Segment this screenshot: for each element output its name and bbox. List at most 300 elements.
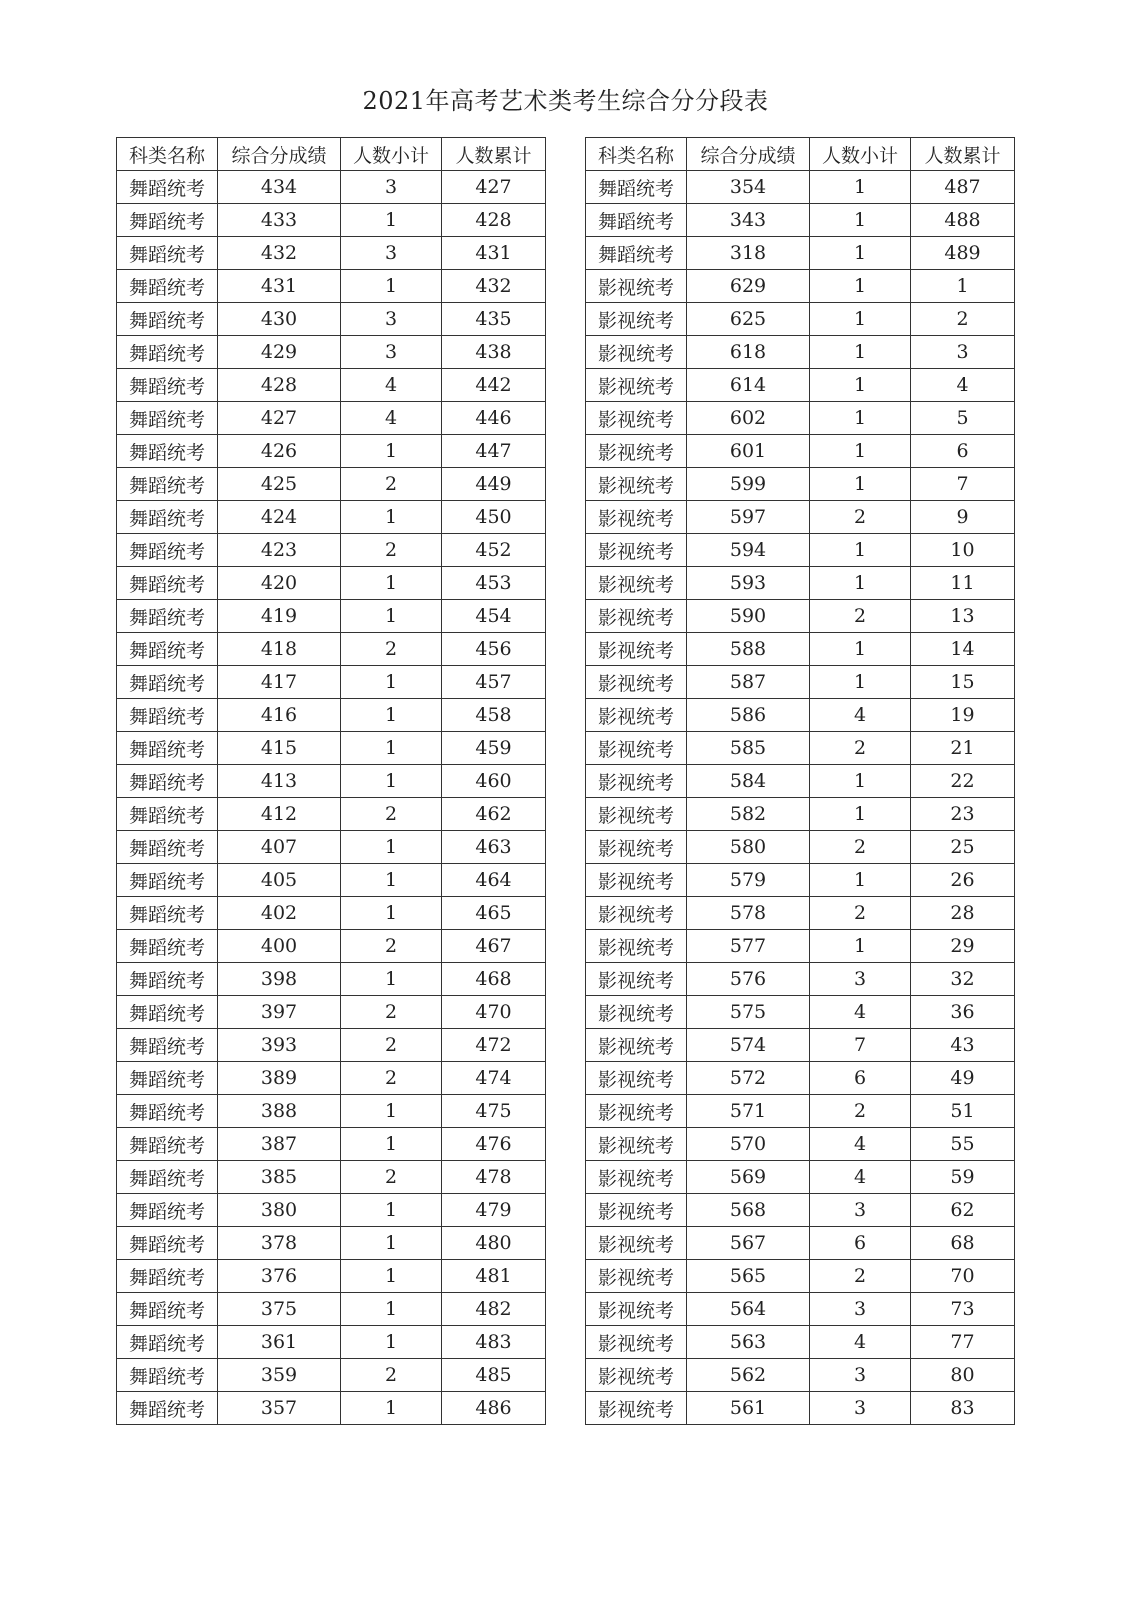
cell-count: 2 xyxy=(341,930,442,963)
cell-count: 1 xyxy=(810,303,911,336)
table-row xyxy=(586,204,1015,237)
cell-count: 2 xyxy=(810,897,911,930)
table-row xyxy=(117,567,546,600)
cell-count: 1 xyxy=(341,699,442,732)
table-row xyxy=(117,369,546,402)
cell-count: 1 xyxy=(341,765,442,798)
table-row xyxy=(117,171,546,204)
cell-count: 1 xyxy=(341,666,442,699)
cell-cumulative: 80 xyxy=(911,1359,1015,1392)
cell-category: 影视统考 xyxy=(586,1062,687,1095)
cell-category: 影视统考 xyxy=(586,963,687,996)
table-row xyxy=(586,798,1015,831)
cell-score: 569 xyxy=(687,1161,810,1194)
cell-count: 3 xyxy=(341,171,442,204)
cell-category: 舞蹈统考 xyxy=(117,1095,218,1128)
header-count: 人数小计 xyxy=(810,138,911,171)
cell-category: 舞蹈统考 xyxy=(117,732,218,765)
cell-cumulative: 446 xyxy=(442,402,546,435)
cell-category: 影视统考 xyxy=(586,1194,687,1227)
cell-cumulative: 454 xyxy=(442,600,546,633)
cell-score: 357 xyxy=(218,1392,341,1425)
cell-count: 1 xyxy=(341,1227,442,1260)
cell-cumulative: 2 xyxy=(911,303,1015,336)
cell-count: 4 xyxy=(341,402,442,435)
table-row xyxy=(586,699,1015,732)
cell-count: 6 xyxy=(810,1062,911,1095)
cell-category: 舞蹈统考 xyxy=(586,204,687,237)
cell-category: 舞蹈统考 xyxy=(117,765,218,798)
cell-cumulative: 25 xyxy=(911,831,1015,864)
table-row xyxy=(117,270,546,303)
table-row xyxy=(117,468,546,501)
cell-category: 影视统考 xyxy=(586,1161,687,1194)
cell-count: 1 xyxy=(341,1392,442,1425)
cell-score: 418 xyxy=(218,633,341,666)
cell-count: 1 xyxy=(341,1326,442,1359)
table-row xyxy=(117,1029,546,1062)
cell-score: 599 xyxy=(687,468,810,501)
cell-category: 影视统考 xyxy=(586,1227,687,1260)
cell-count: 2 xyxy=(810,501,911,534)
cell-cumulative: 427 xyxy=(442,171,546,204)
cell-cumulative: 450 xyxy=(442,501,546,534)
cell-category: 舞蹈统考 xyxy=(117,1227,218,1260)
table-row xyxy=(586,732,1015,765)
cell-cumulative: 10 xyxy=(911,534,1015,567)
cell-cumulative: 77 xyxy=(911,1326,1015,1359)
cell-count: 4 xyxy=(810,1161,911,1194)
header-cumulative: 人数累计 xyxy=(911,138,1015,171)
cell-category: 影视统考 xyxy=(586,303,687,336)
table-row xyxy=(117,1227,546,1260)
cell-count: 2 xyxy=(341,1161,442,1194)
table-row xyxy=(586,1359,1015,1392)
cell-score: 584 xyxy=(687,765,810,798)
cell-count: 2 xyxy=(810,732,911,765)
cell-category: 影视统考 xyxy=(586,666,687,699)
cell-cumulative: 1 xyxy=(911,270,1015,303)
cell-category: 影视统考 xyxy=(586,864,687,897)
cell-count: 3 xyxy=(810,1194,911,1227)
table-row xyxy=(117,501,546,534)
table-row xyxy=(586,996,1015,1029)
cell-cumulative: 13 xyxy=(911,600,1015,633)
cell-category: 影视统考 xyxy=(586,996,687,1029)
table-row xyxy=(117,963,546,996)
cell-cumulative: 479 xyxy=(442,1194,546,1227)
cell-category: 影视统考 xyxy=(586,1359,687,1392)
cell-score: 393 xyxy=(218,1029,341,1062)
cell-count: 1 xyxy=(810,567,911,600)
table-row xyxy=(586,1062,1015,1095)
table-row xyxy=(586,633,1015,666)
table-row xyxy=(117,237,546,270)
cell-cumulative: 483 xyxy=(442,1326,546,1359)
table-row xyxy=(117,1128,546,1161)
cell-count: 2 xyxy=(341,1029,442,1062)
cell-cumulative: 442 xyxy=(442,369,546,402)
table-row xyxy=(117,204,546,237)
cell-category: 舞蹈统考 xyxy=(117,897,218,930)
cell-score: 587 xyxy=(687,666,810,699)
cell-score: 428 xyxy=(218,369,341,402)
table-row xyxy=(586,1128,1015,1161)
cell-count: 3 xyxy=(810,1392,911,1425)
cell-cumulative: 15 xyxy=(911,666,1015,699)
table-row xyxy=(117,1194,546,1227)
cell-count: 2 xyxy=(810,831,911,864)
cell-cumulative: 29 xyxy=(911,930,1015,963)
cell-category: 舞蹈统考 xyxy=(117,1062,218,1095)
cell-count: 2 xyxy=(341,534,442,567)
cell-category: 舞蹈统考 xyxy=(117,204,218,237)
cell-score: 412 xyxy=(218,798,341,831)
cell-count: 2 xyxy=(341,1062,442,1095)
cell-score: 568 xyxy=(687,1194,810,1227)
cell-count: 4 xyxy=(810,996,911,1029)
cell-cumulative: 73 xyxy=(911,1293,1015,1326)
cell-category: 影视统考 xyxy=(586,798,687,831)
cell-count: 2 xyxy=(341,996,442,1029)
table-row xyxy=(586,303,1015,336)
cell-cumulative: 36 xyxy=(911,996,1015,1029)
cell-score: 424 xyxy=(218,501,341,534)
table-row xyxy=(117,996,546,1029)
cell-cumulative: 456 xyxy=(442,633,546,666)
cell-cumulative: 480 xyxy=(442,1227,546,1260)
cell-category: 影视统考 xyxy=(586,765,687,798)
cell-count: 1 xyxy=(341,1128,442,1161)
cell-count: 1 xyxy=(810,270,911,303)
cell-score: 579 xyxy=(687,864,810,897)
cell-score: 420 xyxy=(218,567,341,600)
cell-score: 385 xyxy=(218,1161,341,1194)
cell-count: 1 xyxy=(810,171,911,204)
cell-cumulative: 49 xyxy=(911,1062,1015,1095)
cell-cumulative: 487 xyxy=(911,171,1015,204)
table-row xyxy=(117,1326,546,1359)
cell-category: 舞蹈统考 xyxy=(117,1029,218,1062)
cell-cumulative: 83 xyxy=(911,1392,1015,1425)
cell-score: 585 xyxy=(687,732,810,765)
table-row xyxy=(117,1095,546,1128)
cell-category: 舞蹈统考 xyxy=(117,435,218,468)
cell-count: 4 xyxy=(810,699,911,732)
cell-score: 601 xyxy=(687,435,810,468)
cell-category: 舞蹈统考 xyxy=(117,171,218,204)
cell-category: 影视统考 xyxy=(586,369,687,402)
cell-category: 影视统考 xyxy=(586,336,687,369)
cell-count: 2 xyxy=(341,633,442,666)
table-row xyxy=(117,1260,546,1293)
cell-cumulative: 428 xyxy=(442,204,546,237)
table-row xyxy=(586,600,1015,633)
cell-cumulative: 9 xyxy=(911,501,1015,534)
table-row xyxy=(586,567,1015,600)
table-row xyxy=(586,831,1015,864)
cell-cumulative: 28 xyxy=(911,897,1015,930)
cell-score: 582 xyxy=(687,798,810,831)
cell-category: 舞蹈统考 xyxy=(117,501,218,534)
cell-category: 舞蹈统考 xyxy=(117,798,218,831)
cell-category: 影视统考 xyxy=(586,534,687,567)
cell-count: 1 xyxy=(341,435,442,468)
cell-category: 影视统考 xyxy=(586,1128,687,1161)
cell-score: 563 xyxy=(687,1326,810,1359)
cell-cumulative: 467 xyxy=(442,930,546,963)
cell-score: 343 xyxy=(687,204,810,237)
cell-cumulative: 463 xyxy=(442,831,546,864)
cell-score: 380 xyxy=(218,1194,341,1227)
table-row xyxy=(586,468,1015,501)
table-row xyxy=(586,1392,1015,1425)
cell-cumulative: 55 xyxy=(911,1128,1015,1161)
cell-cumulative: 472 xyxy=(442,1029,546,1062)
cell-category: 影视统考 xyxy=(586,468,687,501)
cell-count: 1 xyxy=(810,237,911,270)
table-row xyxy=(117,1359,546,1392)
cell-score: 415 xyxy=(218,732,341,765)
cell-score: 593 xyxy=(687,567,810,600)
cell-cumulative: 486 xyxy=(442,1392,546,1425)
cell-cumulative: 11 xyxy=(911,567,1015,600)
table-row xyxy=(117,303,546,336)
cell-cumulative: 43 xyxy=(911,1029,1015,1062)
table-row xyxy=(586,270,1015,303)
table-row xyxy=(586,1029,1015,1062)
cell-score: 417 xyxy=(218,666,341,699)
header-score: 综合分成绩 xyxy=(687,138,810,171)
cell-count: 1 xyxy=(341,567,442,600)
cell-category: 影视统考 xyxy=(586,1095,687,1128)
cell-category: 舞蹈统考 xyxy=(117,1293,218,1326)
table-row xyxy=(586,237,1015,270)
table-row xyxy=(117,831,546,864)
cell-count: 4 xyxy=(810,1326,911,1359)
cell-score: 389 xyxy=(218,1062,341,1095)
cell-category: 影视统考 xyxy=(586,1392,687,1425)
cell-score: 402 xyxy=(218,897,341,930)
cell-count: 1 xyxy=(341,897,442,930)
cell-score: 431 xyxy=(218,270,341,303)
cell-category: 舞蹈统考 xyxy=(117,963,218,996)
cell-cumulative: 465 xyxy=(442,897,546,930)
cell-score: 376 xyxy=(218,1260,341,1293)
cell-score: 427 xyxy=(218,402,341,435)
cell-score: 602 xyxy=(687,402,810,435)
table-row xyxy=(117,435,546,468)
cell-score: 400 xyxy=(218,930,341,963)
cell-score: 419 xyxy=(218,600,341,633)
cell-category: 舞蹈统考 xyxy=(117,237,218,270)
cell-score: 429 xyxy=(218,336,341,369)
score-table-left xyxy=(116,137,546,1425)
cell-score: 388 xyxy=(218,1095,341,1128)
cell-count: 7 xyxy=(810,1029,911,1062)
cell-cumulative: 457 xyxy=(442,666,546,699)
table-row xyxy=(586,1194,1015,1227)
table-row xyxy=(117,336,546,369)
table-row xyxy=(117,930,546,963)
cell-score: 594 xyxy=(687,534,810,567)
table-header-row xyxy=(586,138,1015,171)
table-row xyxy=(586,1095,1015,1128)
cell-cumulative: 481 xyxy=(442,1260,546,1293)
table-row xyxy=(586,963,1015,996)
cell-category: 舞蹈统考 xyxy=(117,567,218,600)
cell-cumulative: 21 xyxy=(911,732,1015,765)
cell-category: 舞蹈统考 xyxy=(117,1161,218,1194)
cell-category: 舞蹈统考 xyxy=(117,369,218,402)
cell-cumulative: 485 xyxy=(442,1359,546,1392)
header-cumulative: 人数累计 xyxy=(442,138,546,171)
cell-cumulative: 468 xyxy=(442,963,546,996)
cell-category: 舞蹈统考 xyxy=(117,633,218,666)
cell-count: 3 xyxy=(810,1293,911,1326)
cell-cumulative: 476 xyxy=(442,1128,546,1161)
table-row xyxy=(117,600,546,633)
cell-category: 影视统考 xyxy=(586,402,687,435)
cell-cumulative: 7 xyxy=(911,468,1015,501)
cell-count: 2 xyxy=(810,600,911,633)
cell-count: 1 xyxy=(810,930,911,963)
cell-category: 影视统考 xyxy=(586,1029,687,1062)
cell-category: 舞蹈统考 xyxy=(117,666,218,699)
cell-score: 618 xyxy=(687,336,810,369)
cell-category: 舞蹈统考 xyxy=(117,468,218,501)
cell-category: 舞蹈统考 xyxy=(117,1128,218,1161)
cell-count: 1 xyxy=(810,402,911,435)
cell-score: 397 xyxy=(218,996,341,1029)
table-row xyxy=(586,1326,1015,1359)
table-row xyxy=(117,798,546,831)
table-row xyxy=(586,897,1015,930)
cell-cumulative: 464 xyxy=(442,864,546,897)
cell-score: 575 xyxy=(687,996,810,1029)
cell-cumulative: 5 xyxy=(911,402,1015,435)
table-row xyxy=(117,732,546,765)
cell-count: 4 xyxy=(341,369,442,402)
table-row xyxy=(586,435,1015,468)
cell-score: 572 xyxy=(687,1062,810,1095)
cell-count: 1 xyxy=(810,534,911,567)
cell-category: 影视统考 xyxy=(586,270,687,303)
cell-cumulative: 70 xyxy=(911,1260,1015,1293)
cell-category: 影视统考 xyxy=(586,567,687,600)
cell-score: 430 xyxy=(218,303,341,336)
cell-count: 3 xyxy=(810,1359,911,1392)
table-row xyxy=(117,864,546,897)
cell-count: 3 xyxy=(810,963,911,996)
table-row xyxy=(117,1392,546,1425)
cell-score: 407 xyxy=(218,831,341,864)
cell-cumulative: 3 xyxy=(911,336,1015,369)
cell-score: 354 xyxy=(687,171,810,204)
cell-count: 1 xyxy=(341,1194,442,1227)
cell-category: 舞蹈统考 xyxy=(117,1194,218,1227)
cell-category: 舞蹈统考 xyxy=(117,303,218,336)
cell-count: 1 xyxy=(341,1095,442,1128)
table-row xyxy=(586,171,1015,204)
cell-count: 1 xyxy=(810,633,911,666)
cell-cumulative: 432 xyxy=(442,270,546,303)
cell-category: 影视统考 xyxy=(586,831,687,864)
page-title: 2021年高考艺术类考生综合分分段表 xyxy=(362,87,769,115)
cell-cumulative: 489 xyxy=(911,237,1015,270)
cell-score: 387 xyxy=(218,1128,341,1161)
cell-count: 1 xyxy=(341,864,442,897)
cell-cumulative: 458 xyxy=(442,699,546,732)
cell-category: 舞蹈统考 xyxy=(586,237,687,270)
cell-category: 影视统考 xyxy=(586,897,687,930)
cell-cumulative: 462 xyxy=(442,798,546,831)
cell-cumulative: 62 xyxy=(911,1194,1015,1227)
table-row xyxy=(117,633,546,666)
cell-score: 576 xyxy=(687,963,810,996)
table-row xyxy=(586,534,1015,567)
table-row xyxy=(586,1293,1015,1326)
table-row xyxy=(586,765,1015,798)
table-row xyxy=(117,1161,546,1194)
table-row xyxy=(117,897,546,930)
cell-score: 590 xyxy=(687,600,810,633)
cell-count: 4 xyxy=(810,1128,911,1161)
cell-category: 影视统考 xyxy=(586,633,687,666)
cell-count: 6 xyxy=(810,1227,911,1260)
table-row xyxy=(117,402,546,435)
cell-category: 舞蹈统考 xyxy=(117,600,218,633)
cell-cumulative: 22 xyxy=(911,765,1015,798)
table-row xyxy=(586,402,1015,435)
header-count: 人数小计 xyxy=(341,138,442,171)
cell-score: 588 xyxy=(687,633,810,666)
table-row xyxy=(586,930,1015,963)
cell-cumulative: 23 xyxy=(911,798,1015,831)
table-row xyxy=(117,1062,546,1095)
cell-count: 1 xyxy=(341,1260,442,1293)
cell-category: 舞蹈统考 xyxy=(117,996,218,1029)
cell-score: 398 xyxy=(218,963,341,996)
cell-cumulative: 488 xyxy=(911,204,1015,237)
cell-count: 1 xyxy=(810,798,911,831)
cell-count: 1 xyxy=(341,204,442,237)
table-row xyxy=(117,765,546,798)
cell-count: 1 xyxy=(810,435,911,468)
cell-category: 舞蹈统考 xyxy=(117,1326,218,1359)
header-category: 科类名称 xyxy=(117,138,218,171)
table-header-row xyxy=(117,138,546,171)
cell-category: 影视统考 xyxy=(586,501,687,534)
cell-score: 426 xyxy=(218,435,341,468)
cell-category: 影视统考 xyxy=(586,1326,687,1359)
cell-cumulative: 460 xyxy=(442,765,546,798)
table-row xyxy=(586,336,1015,369)
cell-category: 舞蹈统考 xyxy=(117,930,218,963)
cell-category: 舞蹈统考 xyxy=(117,336,218,369)
table-row xyxy=(586,369,1015,402)
cell-cumulative: 453 xyxy=(442,567,546,600)
cell-cumulative: 14 xyxy=(911,633,1015,666)
cell-count: 1 xyxy=(810,864,911,897)
cell-count: 1 xyxy=(341,831,442,864)
cell-cumulative: 59 xyxy=(911,1161,1015,1194)
table-row xyxy=(117,666,546,699)
cell-count: 2 xyxy=(810,1260,911,1293)
cell-category: 影视统考 xyxy=(586,1293,687,1326)
cell-score: 432 xyxy=(218,237,341,270)
cell-score: 570 xyxy=(687,1128,810,1161)
